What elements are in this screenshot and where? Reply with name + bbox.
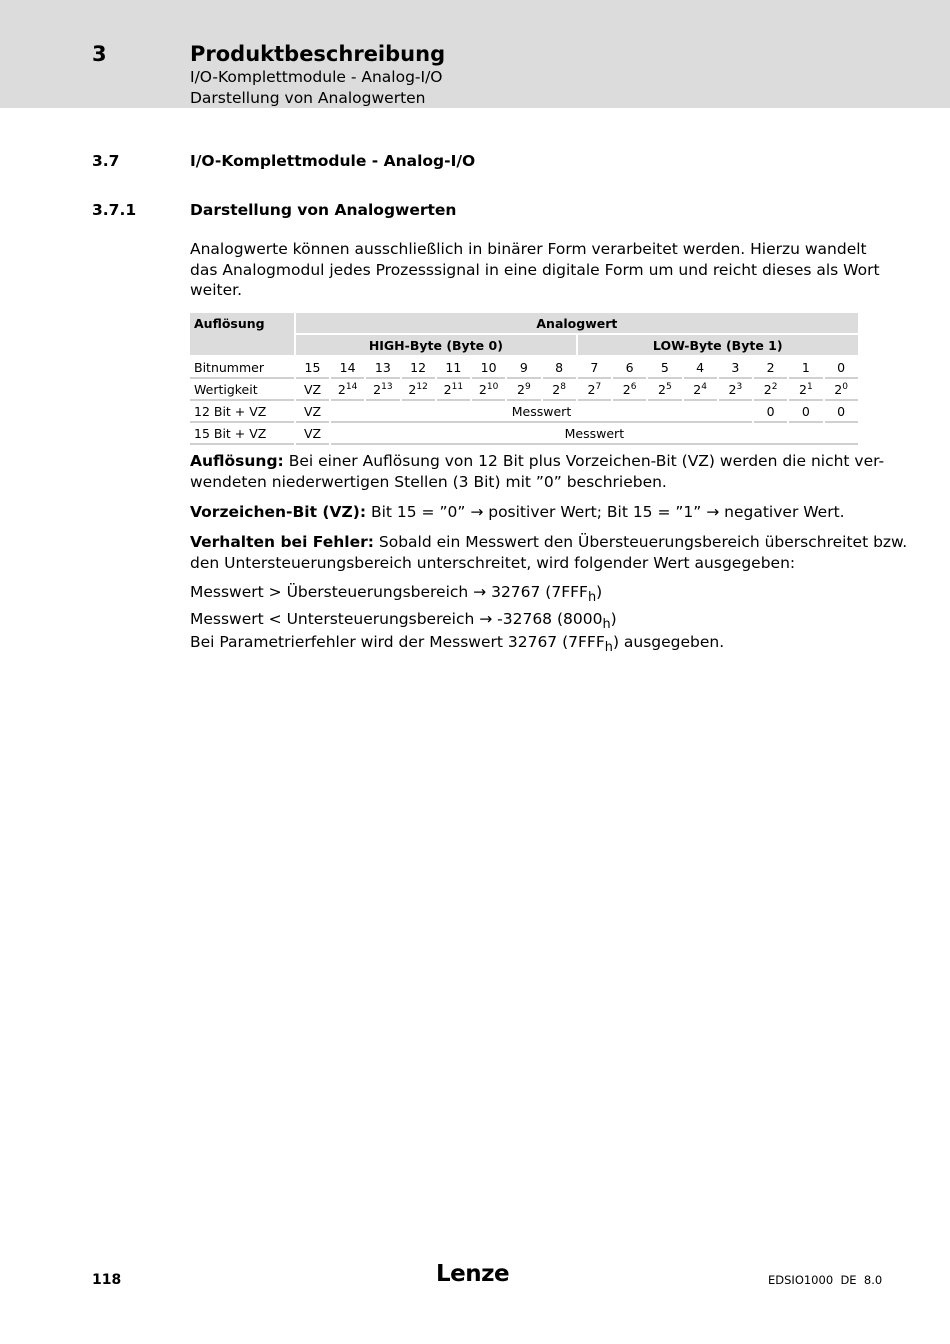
table-row (190, 423, 893, 445)
messwert-cell: Messwert (331, 423, 858, 445)
row-label: Wertigkeit (190, 379, 294, 401)
weight-cell: $2^{11}$ (437, 379, 470, 401)
bit-cell: 8 (543, 357, 576, 379)
subsection-number: 3.7.1 (92, 201, 137, 219)
analog-value-table (188, 313, 895, 445)
messwert-over-line: Messwert > Übersteuerungsbereich → 32767 $(7FFF_h)$ (190, 583, 603, 606)
bit-cell: 10 (472, 357, 505, 379)
weight-cell: $2^3$ (719, 379, 752, 401)
chapter-subtitle-2: Darstellung von Analogwerten (190, 89, 426, 107)
table-header-analogwert: Analogwert (296, 313, 858, 335)
weight-cell: $2^{12}$ (402, 379, 435, 401)
aufloesung-label: Auflösung: (190, 452, 284, 470)
zero-cell: 0 (789, 401, 822, 423)
weight-cell: $2^1$ (789, 379, 822, 401)
param-paragraph: Bei Parametrierfehler wird der Messwert 32767 $(7FFF_h)$ ausgegeben. (190, 633, 725, 656)
fehler-text: Sobald ein Messwert den Übersteuerungsbereich überschreitet bzw. (373, 533, 908, 551)
table-header-low-byte: LOW-Byte (Byte 1) (578, 335, 858, 357)
chapter-number: 3 (92, 42, 107, 66)
fehler-paragraph (190, 532, 908, 573)
bit-cell: 6 (613, 357, 646, 379)
weight-cell: $2^5$ (648, 379, 681, 401)
vorzeichen-text: Bit 15 = ”0” → positiver Wert; Bit 15 = ”1” → negativer Wert. (366, 503, 845, 521)
aufloesung-text: wendeten niederwertigen Stellen (3 Bit) mit ”0” beschrieben. (190, 472, 667, 491)
bit-cell: 3 (719, 357, 752, 379)
subsection-title: Darstellung von Analogwerten (190, 201, 457, 219)
intro-line: das Analogmodul jedes Prozesssignal in eine digitale Form um und reicht dieses als Wort (190, 260, 880, 279)
bit-cell: 4 (684, 357, 717, 379)
row-label: Bitnummer (190, 357, 294, 379)
row-label: 12 Bit + VZ (190, 401, 294, 423)
aufloesung-text: Bei einer Auflösung von 12 Bit plus Vorzeichen-Bit (VZ) werden die nicht ver- (283, 452, 885, 470)
bit-cell: 7 (578, 357, 611, 379)
weight-cell: $2^{13}$ (366, 379, 399, 401)
sign-cell: VZ (296, 401, 329, 423)
bit-cell: 0 (825, 357, 858, 379)
bit-cell: 5 (648, 357, 681, 379)
page-header (0, 0, 950, 108)
chapter-subtitle-1: I/O-Komplettmodule - Analog-I/O (190, 68, 443, 86)
messwert-cell: Messwert (331, 401, 752, 423)
table-row (190, 401, 893, 423)
table-row (190, 379, 893, 401)
bit-cell: 12 (402, 357, 435, 379)
zero-cell: 0 (825, 401, 858, 423)
fehler-label: Verhalten bei Fehler: (190, 533, 374, 551)
bit-cell: 2 (754, 357, 787, 379)
intro-paragraph (190, 239, 880, 301)
weight-cell: $2^7$ (578, 379, 611, 401)
aufloesung-paragraph (190, 451, 885, 492)
bit-cell: 15 (296, 357, 329, 379)
bit-cell: 11 (437, 357, 470, 379)
table-header-high-byte: HIGH-Byte (Byte 0) (296, 335, 576, 357)
weight-cell: $2^6$ (613, 379, 646, 401)
weight-cell: $2^{14}$ (331, 379, 364, 401)
intro-line: weiter. (190, 281, 243, 300)
messwert-paragraph (190, 582, 862, 636)
weight-cell: $2^4$ (684, 379, 717, 401)
weight-cell: $2^8$ (543, 379, 576, 401)
bit-cell: 9 (507, 357, 540, 379)
table-row (190, 357, 893, 379)
weight-cell: $2^2$ (754, 379, 787, 401)
page-number: 118 (92, 1272, 122, 1288)
messwert-under-line: Messwert < Untersteuerungsbereich → -32768 $(8000_h)$ (190, 609, 617, 632)
table-header-aufloesung: Auflösung (190, 313, 294, 357)
lenze-logo: Lenze (436, 1261, 510, 1287)
weight-cell: $2^{10}$ (472, 379, 505, 401)
document-id: EDSIO1000 DE 8.0 (768, 1273, 883, 1287)
bit-cell: 14 (331, 357, 364, 379)
vorzeichen-paragraph (190, 502, 862, 523)
sign-cell: VZ (296, 379, 329, 401)
vorzeichen-label: Vorzeichen-Bit (VZ): (190, 503, 367, 521)
sign-cell: VZ (296, 423, 329, 445)
row-label: 15 Bit + VZ (190, 423, 294, 445)
chapter-title: Produktbeschreibung (190, 42, 446, 66)
intro-line: Analogwerte können ausschließlich in binärer Form verarbeitet werden. Hierzu wandelt (190, 240, 867, 258)
bit-cell: 13 (366, 357, 399, 379)
section-title: I/O-Komplettmodule - Analog-I/O (190, 152, 476, 170)
fehler-text: den Untersteuerungsbereich unterschreitet, wird folgender Wert ausgegeben: (190, 553, 796, 572)
weight-cell: $2^0$ (825, 379, 858, 401)
section-number: 3.7 (92, 152, 120, 170)
weight-cell: $2^9$ (507, 379, 540, 401)
bit-cell: 1 (789, 357, 822, 379)
zero-cell: 0 (754, 401, 787, 423)
